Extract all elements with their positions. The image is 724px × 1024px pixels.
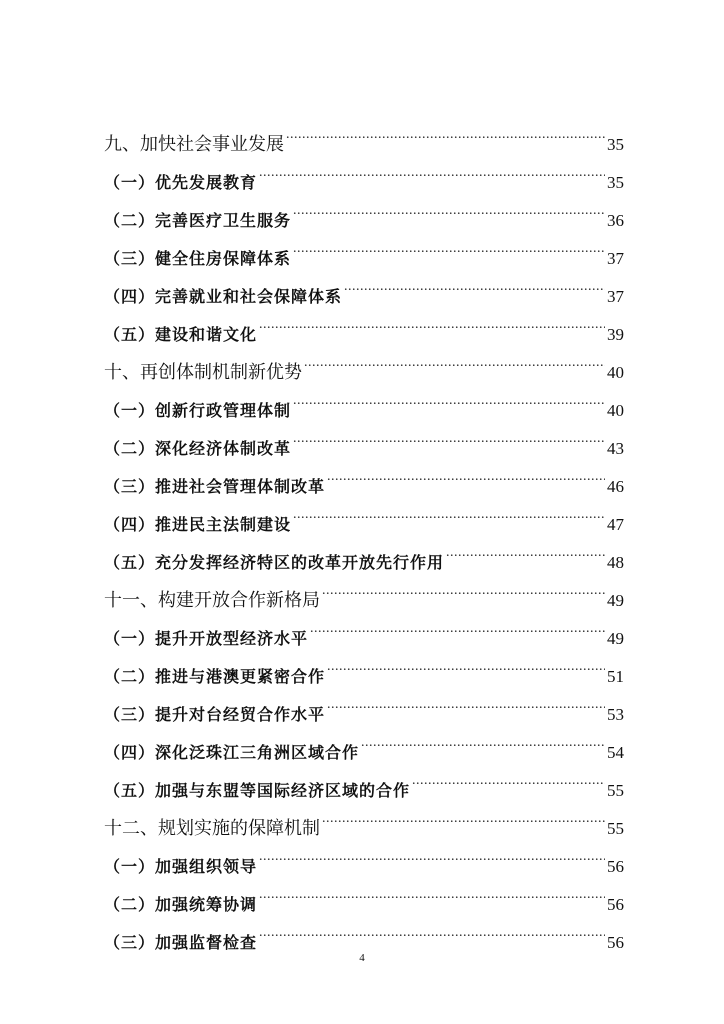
toc-entry-title: （一）优先发展教育 bbox=[104, 173, 258, 192]
toc-entry-page: 56 bbox=[607, 895, 624, 914]
toc-entry-title: （三）提升对台经贸合作水平 bbox=[104, 705, 326, 724]
dot-leader bbox=[327, 454, 605, 492]
toc-entry-page: 35 bbox=[607, 135, 624, 154]
dot-leader bbox=[361, 720, 605, 758]
toc-entry-title: （一）加强组织领导 bbox=[104, 857, 258, 876]
toc-entry-title: 十一、构建开放合作新格局 bbox=[104, 590, 320, 611]
toc-entry-page: 39 bbox=[607, 325, 624, 344]
dot-leader bbox=[322, 796, 605, 834]
toc-entry-title: （五）加强与东盟等国际经济区域的合作 bbox=[104, 781, 411, 800]
toc-entry-title: （二）完善医疗卫生服务 bbox=[104, 211, 292, 230]
toc-entry-page: 46 bbox=[607, 477, 624, 496]
toc-entry-title: （二）加强统筹协调 bbox=[104, 895, 258, 914]
dot-leader bbox=[293, 188, 605, 226]
page-number: 4 bbox=[359, 952, 365, 964]
toc-entry-page: 48 bbox=[607, 553, 624, 572]
toc-entry-title: （一）创新行政管理体制 bbox=[104, 401, 292, 420]
toc-entry-page: 51 bbox=[607, 667, 624, 686]
toc-entry-page: 40 bbox=[607, 401, 624, 420]
toc-entry-page: 40 bbox=[607, 363, 624, 382]
toc-entry-page: 54 bbox=[607, 743, 624, 762]
dot-leader bbox=[259, 872, 605, 910]
dot-leader bbox=[259, 834, 605, 872]
toc-entry-title: （三）推进社会管理体制改革 bbox=[104, 477, 326, 496]
toc-entry-title: （四）推进民主法制建设 bbox=[104, 515, 292, 534]
toc-entry-title: 九、加快社会事业发展 bbox=[104, 134, 284, 155]
dot-leader bbox=[344, 264, 605, 302]
toc-entry-page: 35 bbox=[607, 173, 624, 192]
toc-entry[interactable] bbox=[104, 112, 624, 155]
table-of-contents bbox=[104, 112, 624, 952]
toc-entry-title: （二）推进与港澳更紧密合作 bbox=[104, 667, 326, 686]
dot-leader bbox=[293, 416, 605, 454]
toc-entry-title: 十二、规划实施的保障机制 bbox=[104, 818, 320, 839]
toc-entry-title: （三）加强监督检查 bbox=[104, 933, 258, 952]
toc-entry-page: 36 bbox=[607, 211, 624, 230]
dot-leader bbox=[304, 340, 605, 378]
dot-leader bbox=[259, 302, 605, 340]
dot-leader bbox=[293, 378, 605, 416]
toc-entry-title: （五）充分发挥经济特区的改革开放先行作用 bbox=[104, 553, 445, 572]
toc-entry-page: 49 bbox=[607, 629, 624, 648]
toc-entry-title: （四）深化泛珠江三角洲区域合作 bbox=[104, 743, 360, 762]
toc-entry-page: 47 bbox=[607, 515, 624, 534]
dot-leader bbox=[293, 492, 605, 530]
dot-leader bbox=[327, 682, 605, 720]
toc-entry-title: 十、再创体制机制新优势 bbox=[104, 362, 302, 383]
toc-entry-title: （五）建设和谐文化 bbox=[104, 325, 258, 344]
toc-entry-page: 56 bbox=[607, 933, 624, 952]
toc-entry-page: 55 bbox=[607, 819, 624, 838]
dot-leader bbox=[286, 112, 605, 150]
dot-leader bbox=[259, 150, 605, 188]
toc-entry-title: （四）完善就业和社会保障体系 bbox=[104, 287, 343, 306]
dot-leader bbox=[327, 644, 605, 682]
toc-entry-page: 53 bbox=[607, 705, 624, 724]
toc-entry-page: 37 bbox=[607, 249, 624, 268]
dot-leader bbox=[446, 530, 605, 568]
dot-leader bbox=[259, 910, 605, 948]
dot-leader bbox=[293, 226, 605, 264]
toc-entry-page: 37 bbox=[607, 287, 624, 306]
toc-entry-title: （二）深化经济体制改革 bbox=[104, 439, 292, 458]
dot-leader bbox=[412, 758, 605, 796]
toc-entry-page: 55 bbox=[607, 781, 624, 800]
dot-leader bbox=[310, 606, 605, 644]
toc-entry-page: 49 bbox=[607, 591, 624, 610]
toc-entry-title: （一）提升开放型经济水平 bbox=[104, 629, 309, 648]
toc-entry-page: 56 bbox=[607, 857, 624, 876]
toc-entry-title: （三）健全住房保障体系 bbox=[104, 249, 292, 268]
dot-leader bbox=[322, 568, 605, 606]
toc-entry-page: 43 bbox=[607, 439, 624, 458]
